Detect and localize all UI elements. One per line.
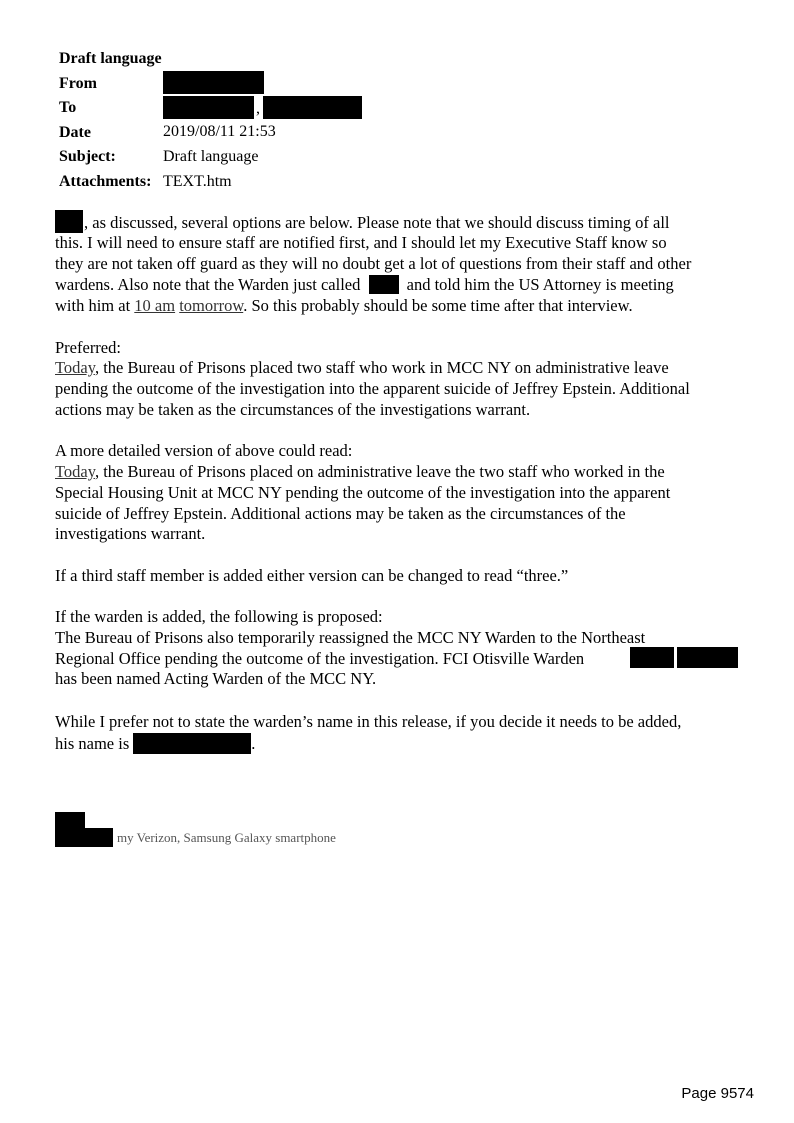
page-number: Page 9574 (681, 1085, 754, 1102)
redaction-to-1 (163, 96, 254, 119)
body-line: they are not taken off guard as they will no doubt get a lot of questions from their staff and other (55, 254, 692, 273)
body-line: investigations warrant. (55, 524, 206, 543)
body-line (55, 358, 669, 378)
body-text: , the Bureau of Prisons placed on administrative leave the two staff who worked in the (94, 462, 665, 481)
body-line: , as discussed, several options are below. Please note that we should discuss timing of all (84, 213, 670, 232)
redaction-signature-bottom (55, 828, 113, 847)
day-link[interactable]: tomorrow (179, 296, 244, 315)
body-line: actions may be taken as the circumstances of the investigations warrant. (55, 400, 531, 419)
paragraph-third-staff: If a third staff member is added either version can be changed to read “three.” (55, 566, 569, 585)
body-line: If the warden is added, the following is proposed: (55, 607, 383, 626)
body-line: suicide of Jeffrey Epstein. Additional actions may be taken as the circumstances of the (55, 504, 626, 523)
today-link[interactable]: Today (55, 358, 95, 377)
subject-label: Subject: (59, 148, 116, 165)
body-text: . So this probably should be some time after that interview. (243, 296, 633, 315)
redaction-from (163, 71, 264, 94)
today-link[interactable]: Today (55, 462, 95, 481)
body-line (55, 733, 255, 754)
email-title: Draft language (59, 50, 162, 67)
redaction-to-2 (263, 96, 362, 119)
time-link[interactable]: 10 am (134, 296, 176, 315)
body-text: and told him the US Attorney is meeting (406, 275, 674, 294)
body-line: The Bureau of Prisons also temporarily reassigned the MCC NY Warden to the Northeast (55, 628, 646, 647)
body-line: has been named Acting Warden of the MCC NY. (55, 669, 377, 688)
signature-text: my Verizon, Samsung Galaxy smartphone (117, 830, 336, 845)
body-line: Special Housing Unit at MCC NY pending the outcome of the investigation into the apparent (55, 483, 671, 502)
body-text: wardens. Also note that the Warden just called (55, 275, 361, 294)
body-line: pending the outcome of the investigation into the apparent suicide of Jeffrey Epstein. Additional (55, 379, 690, 398)
redaction-called-name (369, 275, 399, 294)
subject-value: Draft language (163, 148, 259, 165)
redaction-name (133, 733, 251, 754)
redaction-warden-last (677, 647, 738, 668)
body-line: While I prefer not to state the warden’s name in this release, if you decide it needs to be added, (55, 712, 682, 731)
body-line: A more detailed version of above could read: (55, 441, 353, 460)
redaction-recipient-name (55, 210, 83, 233)
to-label: To (59, 99, 77, 116)
attachments-label: Attachments: (59, 173, 152, 190)
to-separator: , (256, 100, 260, 117)
from-label: From (59, 75, 97, 92)
body-text: with him at (55, 296, 135, 315)
body-line (55, 296, 633, 316)
body-text: , the Bureau of Prisons placed two staff who work in MCC NY on administrative leave (94, 358, 669, 377)
attachments-value: TEXT.htm (163, 173, 232, 190)
body-line: this. I will need to ensure staff are notified first, and I should let my Executive Staff know so (55, 233, 667, 252)
body-line: Preferred: (55, 338, 121, 357)
date-label: Date (59, 124, 91, 141)
body-line: Regional Office pending the outcome of the investigation. FCI Otisville Warden (55, 649, 585, 668)
body-text: . (251, 734, 256, 753)
body-line (55, 275, 674, 295)
body-line (55, 462, 665, 482)
redaction-warden-first (630, 647, 674, 668)
date-value: 2019/08/11 21:53 (163, 123, 276, 140)
body-text: his name is (55, 734, 130, 753)
